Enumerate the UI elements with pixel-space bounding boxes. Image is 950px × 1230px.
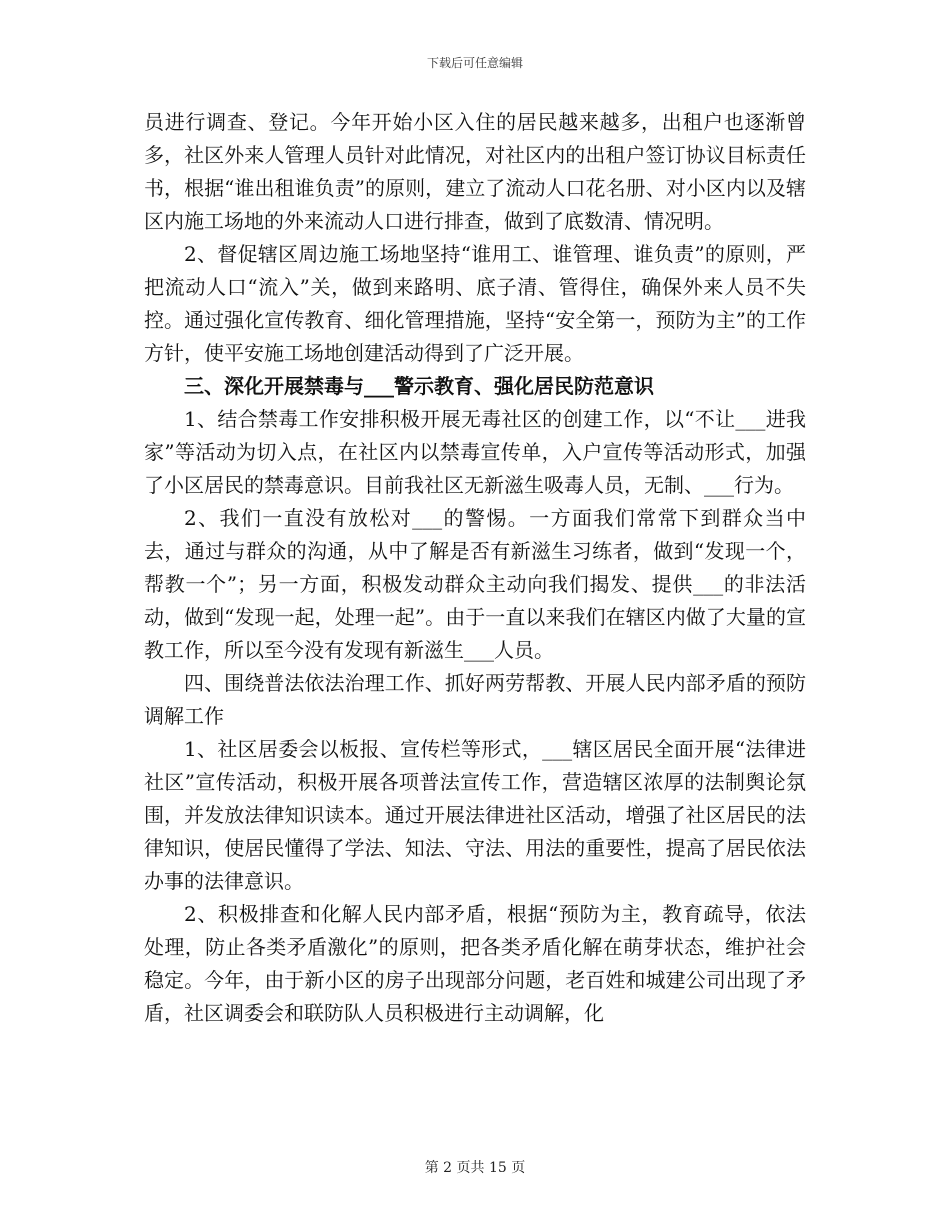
paragraph-continuation: 员进行调查、登记。今年开始小区入住的居民越来越多，出租户也逐渐曾多，社区外来人管理人员针对此情况，对社区内的出租户签订协议目标责任书，根据“谁出租谁负责”的原则，建立了流动人口花名册、对小区内以及辖区内施工场地的外来流动人口进行排查，做到了底数清、情况明。	[144, 110, 806, 233]
paragraph-section4-item-2: 2、积极排查和化解人民内部矛盾，根据“预防为主，教育疏导，依法处理，防止各类矛盾激化”的原则，把各类矛盾化解在萌芽状态，维护社会稳定。今年，由于新小区的房子出现部分问题，老百姓和城建公司出现了矛盾，社区调委会和联防队人员积极进行主动调解，化	[144, 902, 806, 1025]
section-heading-3: 三、深化开展禁毒与___警示教育、强化居民防范意识	[184, 374, 654, 398]
paragraph-section3-item-2: 2、我们一直没有放松对___的警惕。一方面我们常常下到群众当中去，通过与群众的沟通，从中了解是否有新滋生习练者，做到“发现一个，帮教一个”；另一方面，积极发动群众主动向我们揭发、提供___的非法活动，做到“发现一起，处理一起”。由于一直以来我们在辖区内做了大量的宣教工作，所以至今没有发现有新滋生___人员。	[144, 506, 806, 662]
paragraph-item-2: 2、督促辖区周边施工场地坚持“谁用工、谁管理、谁负责”的原则，严把流动人口“流入”关，做到来路明、底子清、管得住，确保外来人员不失控。通过强化宣传教育、细化管理措施，坚持“安全第一，预防为主”的工作方针，使平安施工场地创建活动得到了广泛开展。	[144, 242, 806, 365]
page-header: 下载后可任意编辑	[426, 56, 523, 70]
section-heading-4: 四、围绕普法依法治理工作、抓好两劳帮教、开展人民内部矛盾的预防调解工作	[144, 671, 806, 728]
paragraph-section3-item-1: 1、结合禁毒工作安排积极开展无毒社区的创建工作，以“不让___进我家”等活动为切入点，在社区内以禁毒宣传单，入户宣传等活动形式，加强了小区居民的禁毒意识。目前我社区无新滋生吸毒人员，无制、___行为。	[144, 407, 806, 497]
document-body	[144, 106, 806, 1030]
paragraph-section4-item-1: 1、社区居委会以板报、宣传栏等形式，___辖区居民全面开展“法律进社区”宣传活动，积极开展各项普法宣传工作，营造辖区浓厚的法制舆论氛围，并发放法律知识读本。通过开展法律进社区活动，增强了社区居民的法律知识，使居民懂得了学法、知法、守法、用法的重要性，提高了居民依法办事的法律意识。	[144, 737, 806, 893]
page-number: 第 2 页共 15 页	[424, 1160, 526, 1176]
